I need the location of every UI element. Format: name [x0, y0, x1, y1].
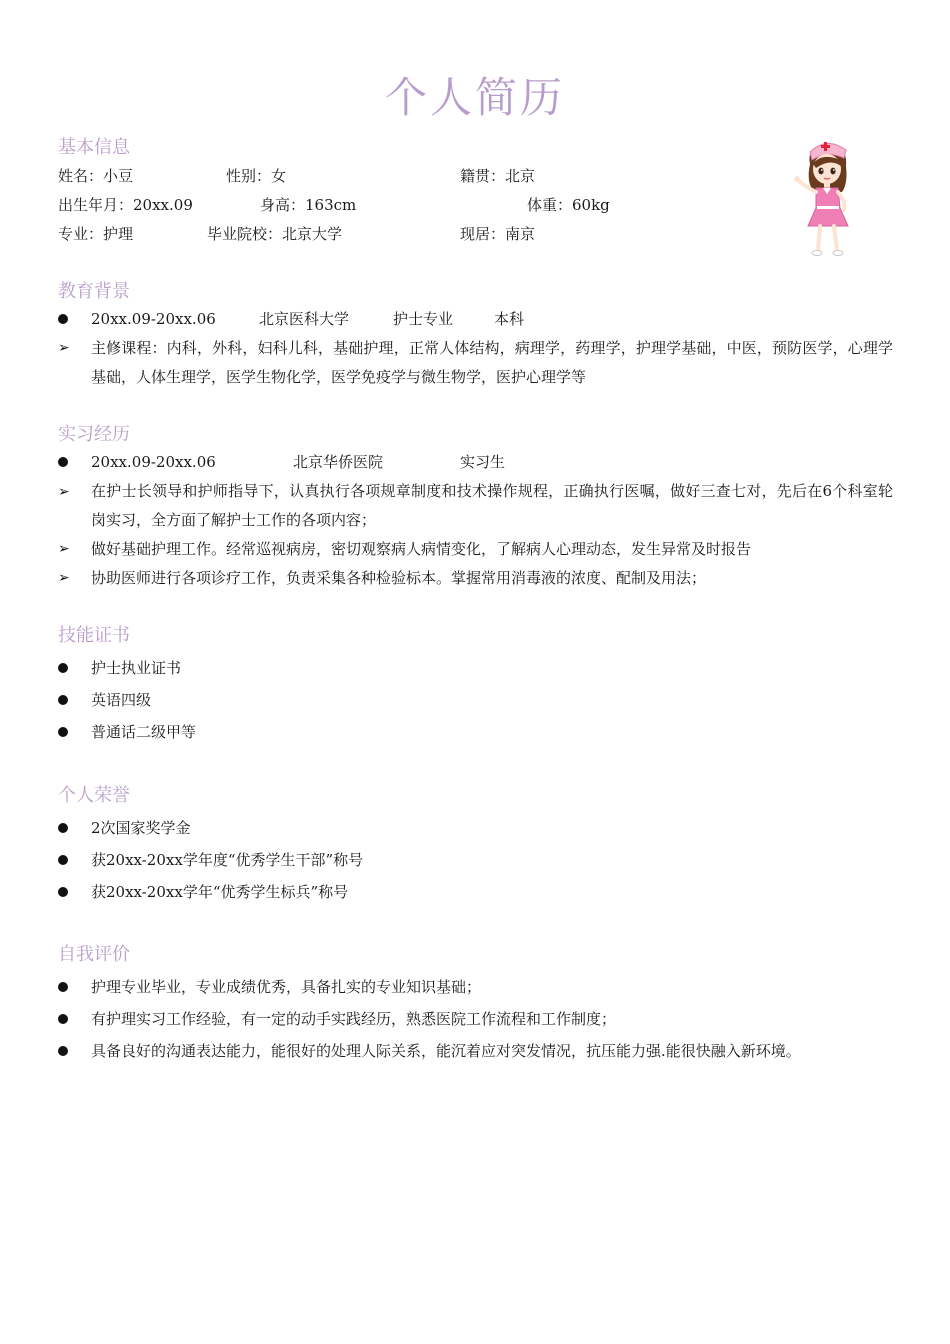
bullet-arrow-icon: ➢ — [58, 570, 70, 586]
education-period: 20xx.09-20xx.06 — [91, 310, 216, 328]
bullet-dot-icon — [58, 982, 68, 992]
basic-origin: 籍贯：北京 — [460, 167, 536, 185]
honor-item: 2次国家奖学金 — [91, 819, 191, 837]
nurse-illustration — [790, 136, 865, 260]
internship-item: 做好基础护理工作。经常巡视病房，密切观察病人病情变化，了解病人心理动态，发生异常及时报告 — [91, 540, 752, 558]
internship-hospital: 北京华侨医院 — [293, 453, 384, 471]
bullet-arrow-icon: ➢ — [58, 484, 70, 500]
internship-item: 在护士长领导和护师指导下，认真执行各项规章制度和技术操作规程，正确执行医嘱，做好三查七对，先后在6个科室轮岗实习，全方面了解护士工作的各项内容； — [91, 482, 893, 529]
internship-item: 协助医师进行各项诊疗工作，负责采集各种检验标本。掌握常用消毒液的浓度、配制及用法； — [91, 569, 707, 587]
evaluation-item: 具备良好的沟通表达能力，能很好的处理人际关系，能沉着应对突发情况，抗压能力强.能很快融入新环境。 — [91, 1042, 801, 1060]
internship-role: 实习生 — [460, 453, 506, 471]
education-degree: 本科 — [494, 310, 525, 328]
honor-item: 获20xx-20xx学年度“优秀学生干部”称号 — [91, 851, 364, 869]
skill-item: 普通话二级甲等 — [91, 723, 197, 741]
education-courses: 主修课程：内科，外科，妇科儿科，基础护理，正常人体结构，病理学，药理学，护理学基础，中医，预防医学，心理学基础，人体生理学，医学生物化学，医学免疫学与微生物学，医护心理学等 — [91, 339, 893, 386]
skill-item: 护士执业证书 — [91, 659, 182, 677]
basic-height: 身高：163cm — [260, 196, 357, 214]
honor-item: 获20xx-20xx学年“优秀学生标兵”称号 — [91, 883, 349, 901]
section-heading-internship: 实习经历 — [58, 424, 130, 445]
bullet-dot-icon — [58, 887, 68, 897]
bullet-dot-icon — [58, 1046, 68, 1056]
basic-gender: 性别：女 — [226, 167, 287, 185]
bullet-dot-icon — [58, 855, 68, 865]
basic-birth: 出生年月：20xx.09 — [58, 196, 193, 214]
basic-weight: 体重：60kg — [527, 196, 610, 214]
evaluation-item: 有护理实习工作经验，有一定的动手实践经历，熟悉医院工作流程和工作制度； — [91, 1010, 617, 1028]
basic-major: 专业：护理 — [58, 225, 134, 243]
evaluation-item: 护理专业毕业，专业成绩优秀，具备扎实的专业知识基础； — [91, 978, 482, 996]
internship-period: 20xx.09-20xx.06 — [91, 453, 216, 471]
basic-name: 姓名：小豆 — [58, 167, 134, 185]
bullet-dot-icon — [58, 1014, 68, 1024]
section-heading-evaluation: 自我评价 — [58, 944, 130, 965]
bullet-arrow-icon: ➢ — [58, 541, 70, 557]
bullet-arrow-icon: ➢ — [58, 340, 70, 356]
basic-residence: 现居：南京 — [460, 225, 536, 243]
section-heading-honors: 个人荣誉 — [58, 785, 130, 806]
basic-school: 毕业院校：北京大学 — [207, 225, 343, 243]
bullet-dot-icon — [58, 314, 68, 324]
bullet-dot-icon — [58, 457, 68, 467]
section-heading-education: 教育背景 — [58, 281, 130, 302]
bullet-dot-icon — [58, 823, 68, 833]
section-heading-basic: 基本信息 — [58, 137, 130, 158]
education-school: 北京医科大学 — [259, 310, 350, 328]
bullet-dot-icon — [58, 727, 68, 737]
bullet-dot-icon — [58, 695, 68, 705]
bullet-dot-icon — [58, 663, 68, 673]
section-heading-skills: 技能证书 — [58, 625, 130, 646]
page-title: 个人简历 — [384, 73, 565, 122]
education-major: 护士专业 — [393, 310, 454, 328]
skill-item: 英语四级 — [91, 691, 152, 709]
